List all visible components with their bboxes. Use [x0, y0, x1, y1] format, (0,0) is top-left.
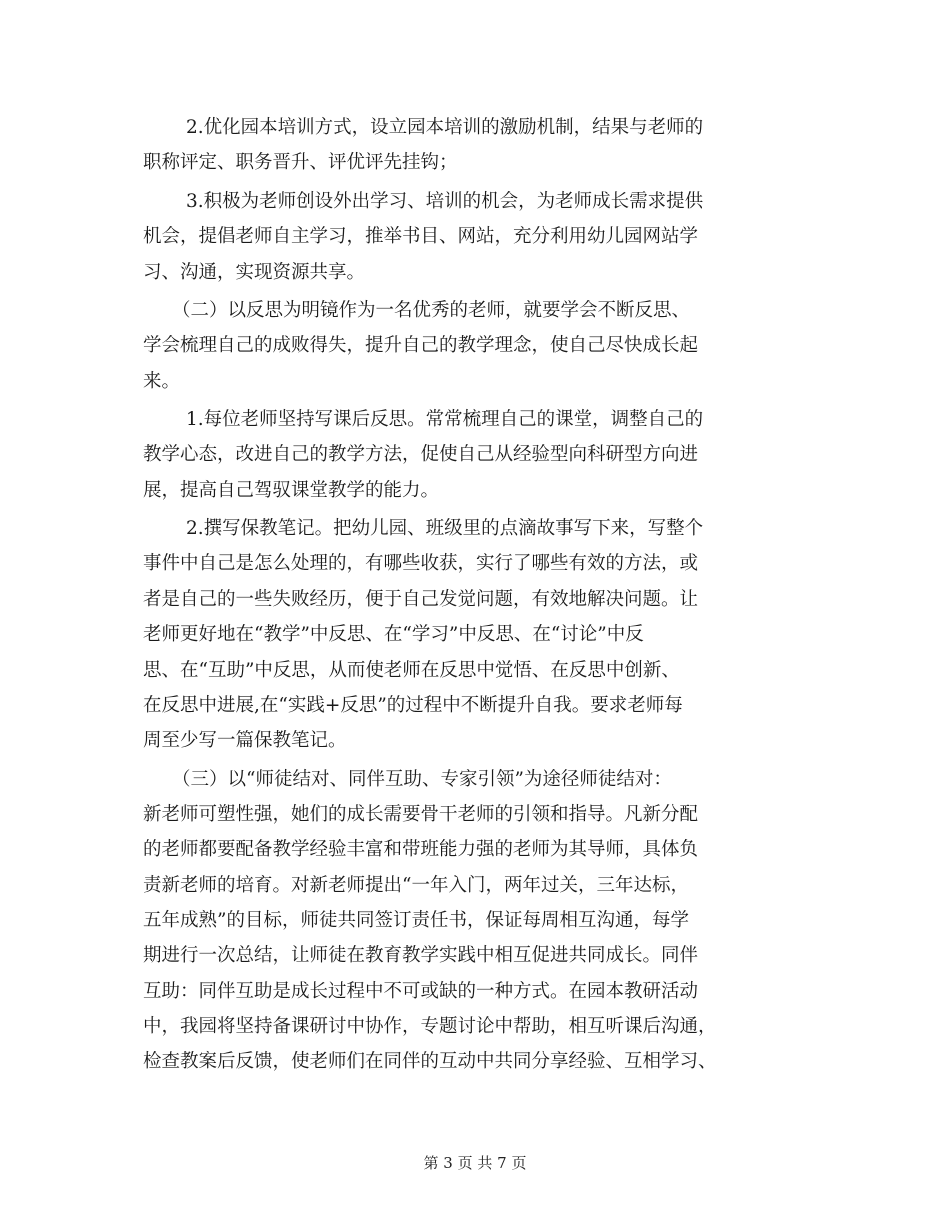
- paragraph-line: 2.优化园本培训方式，设立园本培训的激励机制，结果与老师的: [186, 117, 704, 138]
- paragraph-line: 事件中自己是怎么处理的，有哪些收获，实行了哪些有效的方法，或: [143, 553, 699, 574]
- paragraph-line: 展，提高自己驾驭课堂教学的能力。: [143, 480, 440, 501]
- paragraph-line: 周至少写一篇保教笔记。: [143, 730, 347, 751]
- paragraph-line: 期进行一次总结，让师徒在教育教学实践中相互促进共同成长。同伴: [143, 945, 699, 966]
- paragraph-line: 责新老师的培育。对新老师提出“一年入门，两年过关，三年达标，: [143, 875, 689, 896]
- paragraph-line: 中，我园将坚持备课研讨中协作，专题讨论中帮助，相互听课后沟通，: [143, 1016, 717, 1037]
- paragraph-line: 互助：同伴互助是成长过程中不可或缺的一种方式。在园本教研活动: [143, 981, 699, 1002]
- paragraph-line: 在反思中进展,在“实践+反思”的过程中不断提升自我。要求老师每: [143, 695, 683, 716]
- paragraph-line: 检查教案后反馈，使老师们在同伴的互动中共同分享经验、互相学习、: [143, 1051, 717, 1072]
- paragraph-line: 学会梳理自己的成败得失，提升自己的教学理念，使自己尽快成长起: [143, 335, 699, 356]
- paragraph-line: 新老师可塑性强，她们的成长需要骨干老师的引领和指导。凡新分配: [143, 804, 699, 825]
- paragraph-line: 教学心态，改进自己的教学方法，促使自己从经验型向科研型方向进: [143, 444, 699, 465]
- paragraph-line: 思、在“互助”中反思，从而使老师在反思中觉悟、在反思中创新、: [143, 660, 680, 681]
- paragraph-line: 职称评定、职务晋升、评优评先挂钩；: [143, 152, 458, 173]
- paragraph-line: 1.每位老师坚持写课后反思。常常梳理自己的课堂，调整自己的: [186, 409, 704, 430]
- paragraph-line: 者是自己的一些失败经历，便于自己发觉问题，有效地解决问题。让: [143, 589, 699, 610]
- page-number-footer: 第 3 页 共 7 页: [423, 1154, 527, 1172]
- paragraph-line: 的老师都要配备教学经验丰富和带班能力强的老师为其导师，具体负: [143, 839, 699, 860]
- paragraph-line: 3.积极为老师创设外出学习、培训的机会，为老师成长需求提供: [186, 191, 704, 212]
- paragraph-line: 2.撰写保教笔记。把幼儿园、班级里的点滴故事写下来，写整个: [186, 518, 704, 539]
- paragraph-line: 习、沟通，实现资源共享。: [143, 262, 366, 283]
- paragraph-line: 五年成熟”的目标，师徒共同签订责任书，保证每周相互沟通，每学: [143, 910, 689, 931]
- paragraph-line: （二）以反思为明镜作为一名优秀的老师，就要学会不断反思、: [172, 300, 691, 321]
- paragraph-line: （三）以“师徒结对、同伴互助、专家引领”为途径师徒结对：: [172, 769, 672, 790]
- paragraph-line: 来。: [143, 371, 181, 392]
- paragraph-line: 机会，提倡老师自主学习，推举书目、网站，充分利用幼儿园网站学: [143, 226, 699, 247]
- paragraph-line: 老师更好地在“教学”中反思、在“学习”中反思、在“讨论”中反: [143, 624, 644, 645]
